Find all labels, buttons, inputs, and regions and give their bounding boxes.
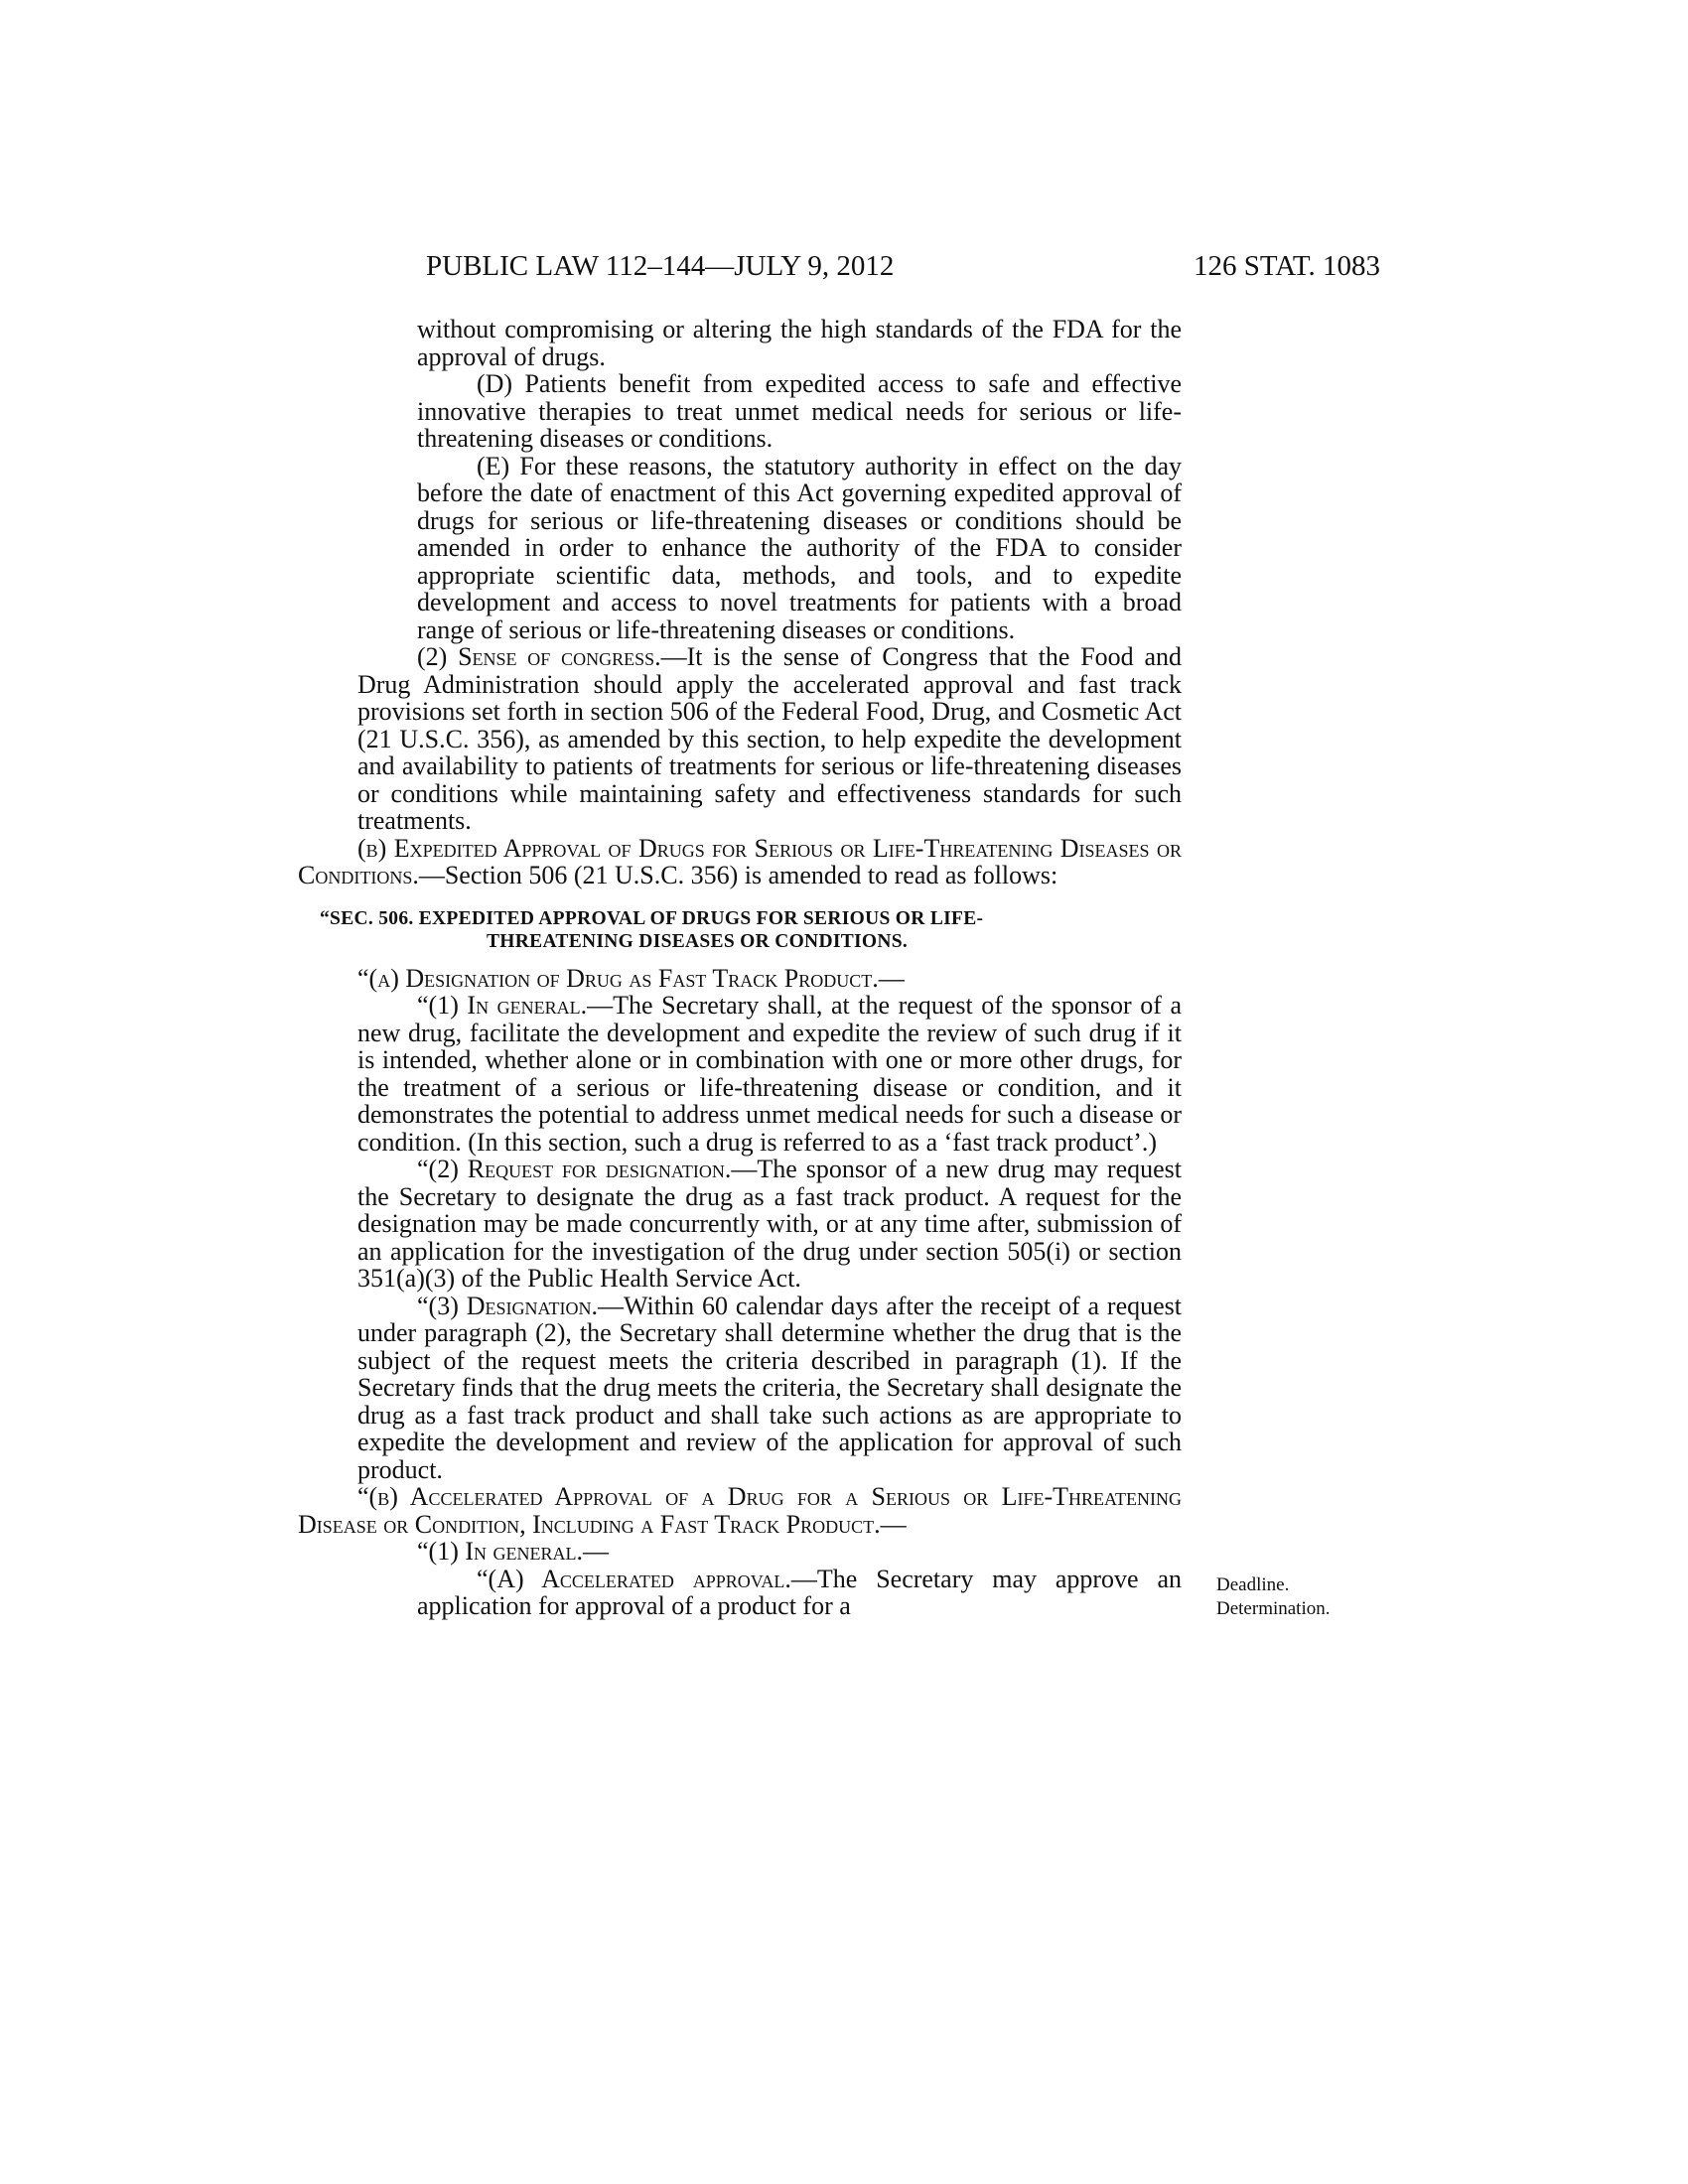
margin-note: Deadline. <box>1216 1574 1290 1595</box>
paragraph-text: —It is the sense of Congress that the Food and Drug Administration should apply the accelerated approval and fast track provisions set forth in section 506 of the Federal Food, Drug, and Cosmetic Act (21 U.S.C. 356), as amended by this section, to help expedite the development and availability to patients of treatments for serious or life-threatening diseases or conditions while maintaining safety and effectiveness standards for such treatments. <box>357 642 1182 835</box>
paragraph <box>298 1483 1182 1538</box>
paragraph <box>357 1156 1182 1293</box>
margin-notes <box>1216 1573 1331 1621</box>
paragraph-heading: “(1) In general. <box>417 1537 584 1566</box>
paragraph <box>357 992 1182 1156</box>
page-number: 126 STAT. 1083 <box>1193 250 1380 282</box>
paragraph-heading: (2) Sense of congress. <box>417 642 661 671</box>
section-heading-line: “SEC. 506. EXPEDITED APPROVAL OF DRUGS FOR SERIOUS OR LIFE- <box>320 907 984 929</box>
paragraph-heading: (b) Expedited Approval of Drugs for Serious or Life-Threatening Diseases or Conditions. <box>298 833 1182 889</box>
paragraph <box>357 1538 1182 1566</box>
paragraph-heading: “(A) Accelerated approval. <box>477 1564 791 1593</box>
paragraph-heading: “(1) In general. <box>417 991 588 1020</box>
paragraph <box>357 1566 1182 1620</box>
paragraph <box>357 1293 1182 1484</box>
paragraph-text: without compromising or altering the high standards of the FDA for the approval of drugs. <box>417 315 1182 371</box>
paragraph-heading: “(2) Request for designation. <box>417 1155 732 1183</box>
paragraph-text: —The Secretary may approve an application for approval of a product for a <box>417 1564 1182 1620</box>
paragraph-text: —Section 506 (21 U.S.C. 356) is amended to read as follows: <box>418 861 1058 889</box>
paragraph <box>357 643 1182 835</box>
section-heading <box>320 907 1182 953</box>
paragraph-heading: “(3) Designation. <box>417 1291 598 1320</box>
paragraph-text: —The sponsor of a new drug may request the Secretary to designate the drug as a fast track product. A request for the designation may be made concurrently with, or at any time after, submission of an application for the investigation of the drug under section 505(i) or section 351(a)(3) of the Public Health Service Act. <box>357 1155 1182 1293</box>
paragraph-text: —Within 60 calendar days after the receipt of a request under paragraph (2), the Secretary shall determine whether the drug that is the subject of the request meets the criteria described in paragraph (1). If the Secretary finds that the drug meets the criteria, the Secretary shall designate the drug as a fast track product and shall take such actions as are appropriate to expedite the development and review of the application for approval of such product. <box>357 1291 1182 1484</box>
margin-note: Determination. <box>1216 1598 1331 1619</box>
paragraph-text: — <box>583 1537 610 1566</box>
paragraph-text: (D) Patients benefit from expedited access to safe and effective innovative therapies to treat unmet medical needs for serious or life-threatening diseases or conditions. <box>417 369 1182 453</box>
paragraph-text: —The Secretary shall, at the request of the sponsor of a new drug, facilitate the development and expedite the review of such drug if it is intended, whether alone or in combination with one or more other drugs, for the treatment of a serious or life-threatening disease or condition, and it demonstrates the potential to address unmet medical needs for such a disease or condition. (In this section, such a drug is referred to as a ‘fast track product’.) <box>357 991 1182 1157</box>
document-body <box>298 315 1182 1620</box>
paragraph-text: — <box>878 963 905 993</box>
paragraph-heading: “(b) Accelerated Approval of a Drug for a Serious or Life-Threatening Disease or Condition, Including a Fast Track Product. <box>298 1482 1182 1539</box>
running-header-title: PUBLIC LAW 112–144—JULY 9, 2012 <box>426 250 895 282</box>
paragraph-text: — <box>880 1509 907 1539</box>
paragraph <box>357 453 1182 644</box>
paragraph <box>357 370 1182 453</box>
paragraph <box>298 835 1182 889</box>
paragraph <box>298 965 1182 993</box>
section-heading-line: THREATENING DISEASES OR CONDITIONS. <box>487 930 909 952</box>
paragraph <box>357 316 1182 370</box>
paragraph-text: (E) For these reasons, the statutory authority in effect on the day before the date of enactment of this Act governing expedited approval of drugs for serious or life-threatening diseases or conditions should be amended in order to enhance the authority of the FDA to consider appropriate scientific data, methods, and tools, and to expedite development and access to novel treatments for patients with a broad range of serious or life-threatening diseases or conditions. <box>417 451 1182 644</box>
paragraph-heading: “(a) Designation of Drug as Fast Track Product. <box>357 963 879 993</box>
